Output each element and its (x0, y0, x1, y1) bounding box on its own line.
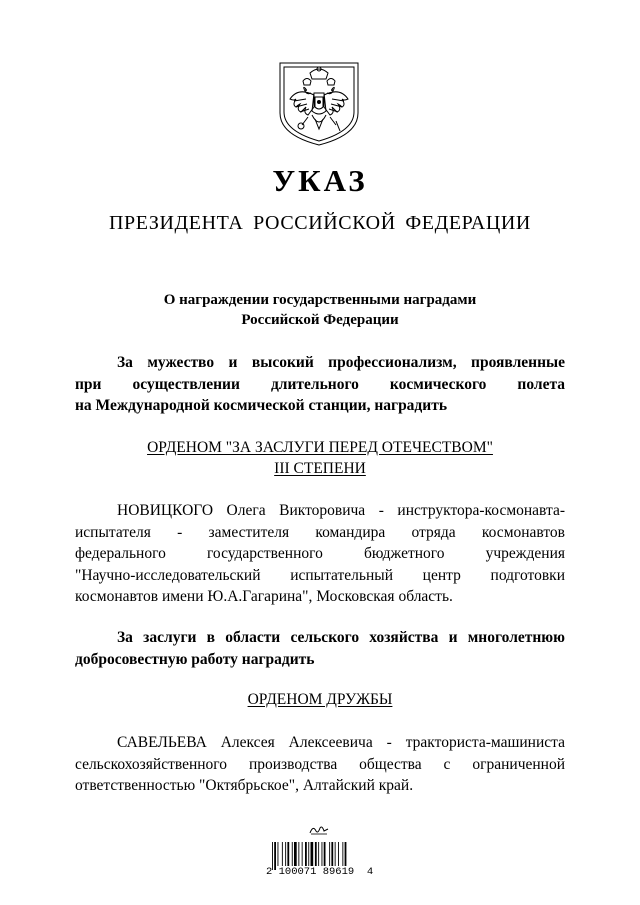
order-2-line-1 (0, 690, 640, 710)
subject-line-2: Российской Федерации (241, 312, 399, 328)
barcode-number: 2 100071 89619 4 (266, 866, 374, 878)
recipient-1-line-3: федерального государственного бюджетного учреждения (75, 545, 565, 562)
barcode-bar (311, 842, 314, 866)
recipient-2-line-2: сельскохозяйственного производства общества с ограниченной (75, 755, 565, 773)
order-1-name: ОРДЕНОМ "ЗА ЗАСЛУГИ ПЕРЕД ОТЕЧЕСТВОМ" (147, 439, 493, 456)
document-subtitle: ПРЕЗИДЕНТА РОССИЙСКОЙ ФЕДЕРАЦИИ (109, 212, 531, 234)
barcode-bar (282, 842, 283, 866)
barcode-bar (278, 842, 279, 866)
preamble-1-line-3: на Международной космической станции, наградить (75, 397, 448, 414)
barcode-bar (338, 842, 339, 866)
barcode-bar (308, 842, 309, 866)
order-1-line-2 (0, 459, 640, 479)
barcode-bar (335, 842, 336, 866)
barcode-bar (324, 842, 326, 866)
barcode-bar (345, 842, 347, 866)
barcode-bar (285, 842, 286, 866)
coat-of-arms-emblem (276, 55, 362, 147)
preamble-1 (75, 352, 565, 417)
recipient-2-line-1: САВЕЛЬЕВА Алексея Алексеевича - тракториста-машиниста (117, 734, 565, 751)
recipient-2-line-3: ответственностью "Октябрьское", Алтайский край. (75, 777, 414, 794)
subject-line-1: О награждении государственными наградами (163, 292, 477, 308)
preamble-2-line-1: За заслуги в области сельского хозяйства и многолетнюю (117, 629, 565, 646)
recipient-1-line-2: испытателя - заместителя командира отряда космонавтов (75, 523, 565, 541)
preamble-1-line-2: при осуществлении длительного космического полета (75, 375, 565, 393)
recipient-2 (75, 732, 565, 797)
barcode-bar (318, 842, 319, 866)
barcode-bar (305, 842, 307, 866)
barcode-bar (302, 842, 303, 866)
barcode-bar (342, 842, 343, 866)
order-2-name: ОРДЕНОМ ДРУЖБЫ (247, 691, 393, 708)
barcode-bar (329, 842, 330, 866)
signature-mark (308, 823, 330, 835)
barcode-bar (287, 842, 289, 866)
barcode-bar (322, 842, 323, 866)
barcode-bar (315, 842, 317, 866)
barcode-bar (298, 842, 299, 866)
document-title: УКАЗ (272, 163, 368, 198)
order-1-line-1 (0, 438, 640, 458)
barcode-bar (294, 842, 297, 866)
barcode-bar (331, 842, 333, 866)
preamble-2 (75, 627, 565, 670)
recipient-1-line-4: "Научно-исследовательский испытательный центр подготовки (75, 566, 565, 584)
preamble-1-line-1: За мужество и высокий профессионализм, проявленные (117, 354, 565, 371)
preamble-2-line-2: добросовестную работу наградить (75, 650, 315, 668)
recipient-1-line-1: НОВИЦКОГО Олега Викторовича - инструктора-космонавта- (117, 502, 565, 519)
barcode-bar (292, 842, 293, 866)
recipient-1-line-5: космонавтов имени Ю.А.Гагарина", Московская область. (75, 588, 453, 605)
order-1-degree: III СТЕПЕНИ (274, 460, 366, 477)
recipient-1 (75, 500, 565, 608)
